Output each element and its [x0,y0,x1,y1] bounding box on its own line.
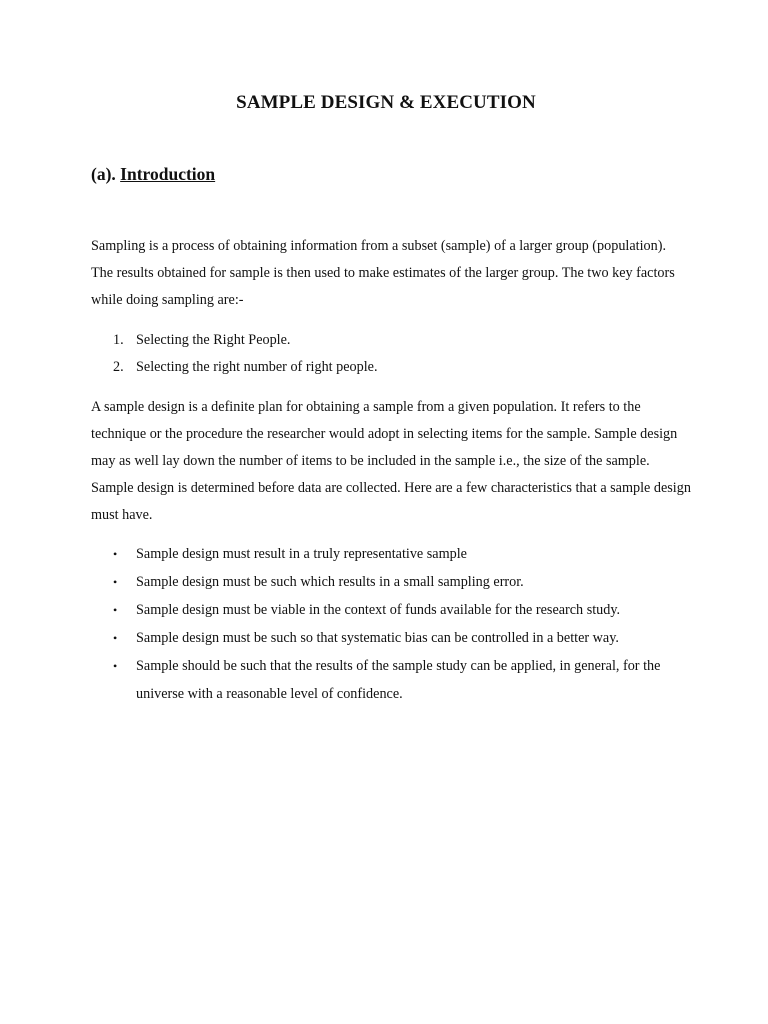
bullet-icon: • [113,603,118,617]
list-item-text: Selecting the Right People. [136,332,291,348]
list-number: 2. [113,359,124,375]
list-item-text: Sample design must be such so that systematic bias can be controlled in a better way. [136,630,619,646]
bullet-icon: • [113,547,118,561]
list-item [91,541,691,569]
list-item [91,327,378,354]
list-item-text: Sample design must be viable in the context of funds available for the research study. [136,602,621,618]
list-item-text: Sample should be such that the results of the sample study can be applied, in general, for the universe with a reasonable level of confidence. [136,658,661,702]
list-number: 1. [113,332,124,348]
sample-design-paragraph: A sample design is a definite plan for obtaining a sample from a given population. It refers to the technique or the procedure the researcher would adopt in selecting items for the sample. Sample design may as well lay down the number of items to be included in the sample i.e., the size of the sample. Sample design is determined before data are collected. Here are a few characteristics that a sample design must have. [91,399,691,523]
list-item [91,597,691,625]
numbered-list [91,327,378,381]
list-item-text: Selecting the right number of right people. [136,359,378,375]
document-title: SAMPLE DESIGN & EXECUTION [236,92,536,113]
list-item [91,625,691,653]
bullet-icon: • [113,631,118,645]
list-item [91,569,691,597]
list-item [91,653,691,708]
bullet-list [91,541,691,709]
list-item-text: Sample design must result in a truly representative sample [136,546,467,562]
section-prefix: (a). [91,164,121,184]
section-title: Introduction [120,164,216,184]
bullet-icon: • [113,575,118,589]
bullet-icon: • [113,659,118,673]
list-item-text: Sample design must be such which results in a small sampling error. [136,574,524,590]
intro-paragraph: Sampling is a process of obtaining information from a subset (sample) of a larger group (population). The results obtained for sample is then used to make estimates of the larger group. The two key factors while doing sampling are:- [91,238,675,308]
list-item [91,354,378,381]
section-heading [91,164,215,185]
